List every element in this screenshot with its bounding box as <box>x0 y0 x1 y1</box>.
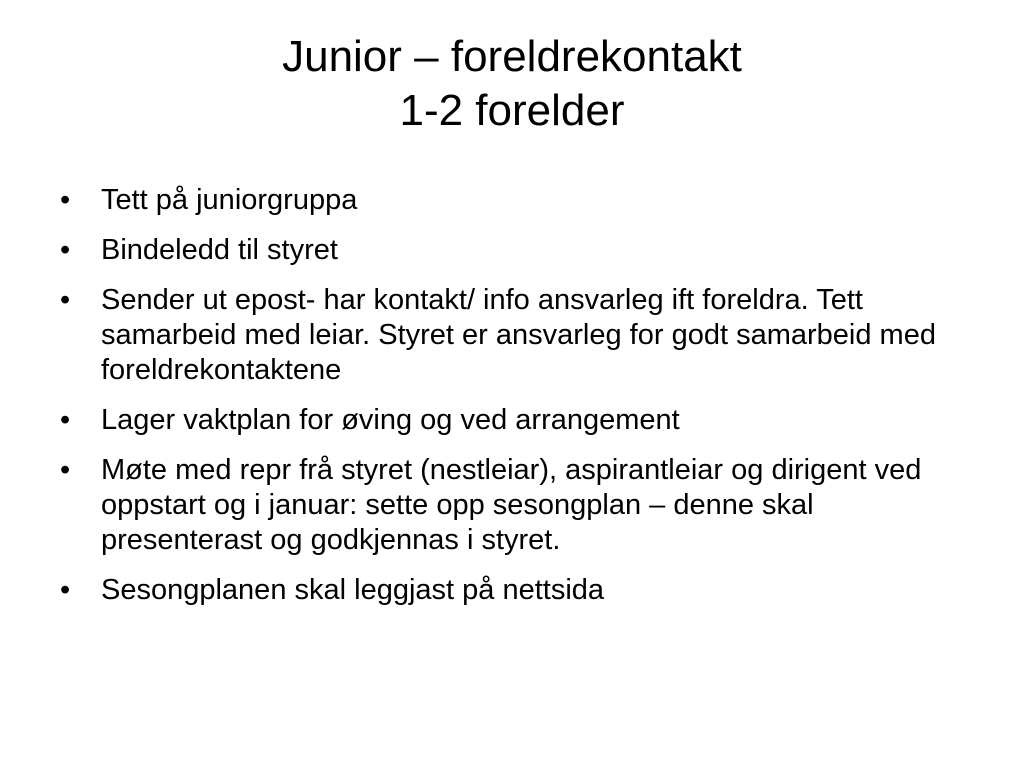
bullet-text: Sesongplanen skal leggjast på nettsida <box>101 574 605 606</box>
slide-title-line-1: Junior – foreldrekontakt <box>282 32 742 81</box>
bullet-item <box>58 233 978 268</box>
bullet-dot-icon: • <box>60 184 71 216</box>
bullet-dot-icon: • <box>60 454 71 486</box>
bullet-item <box>58 283 978 388</box>
bullet-dot-icon: • <box>60 284 71 316</box>
bullet-item <box>58 453 978 558</box>
bullet-dot-icon: • <box>60 574 71 606</box>
slide-title-line-2: 1-2 forelder <box>399 86 625 135</box>
slide-title <box>60 30 964 138</box>
bullet-dot-icon: • <box>60 404 71 436</box>
bullet-item <box>58 183 978 218</box>
bullet-item <box>58 573 978 608</box>
bullet-text: Sender ut epost- har kontakt/ info ansvarleg ift foreldra. Tett samarbeid med leiar. Styret er ansvarleg for godt samarbeid med foreldrekontaktene <box>101 284 936 386</box>
bullet-dot-icon: • <box>60 234 71 266</box>
bullet-item <box>58 403 978 438</box>
bullet-text: Tett på juniorgruppa <box>101 184 358 216</box>
bullet-text: Bindeledd til styret <box>101 234 338 266</box>
bullet-text: Møte med repr frå styret (nestleiar), aspirantleiar og dirigent ved oppstart og i januar: sette opp sesongplan – denne skal presenterast og godkjennas i styret. <box>101 454 922 556</box>
bullet-text: Lager vaktplan for øving og ved arrangement <box>101 404 680 436</box>
bullet-list <box>58 183 978 623</box>
